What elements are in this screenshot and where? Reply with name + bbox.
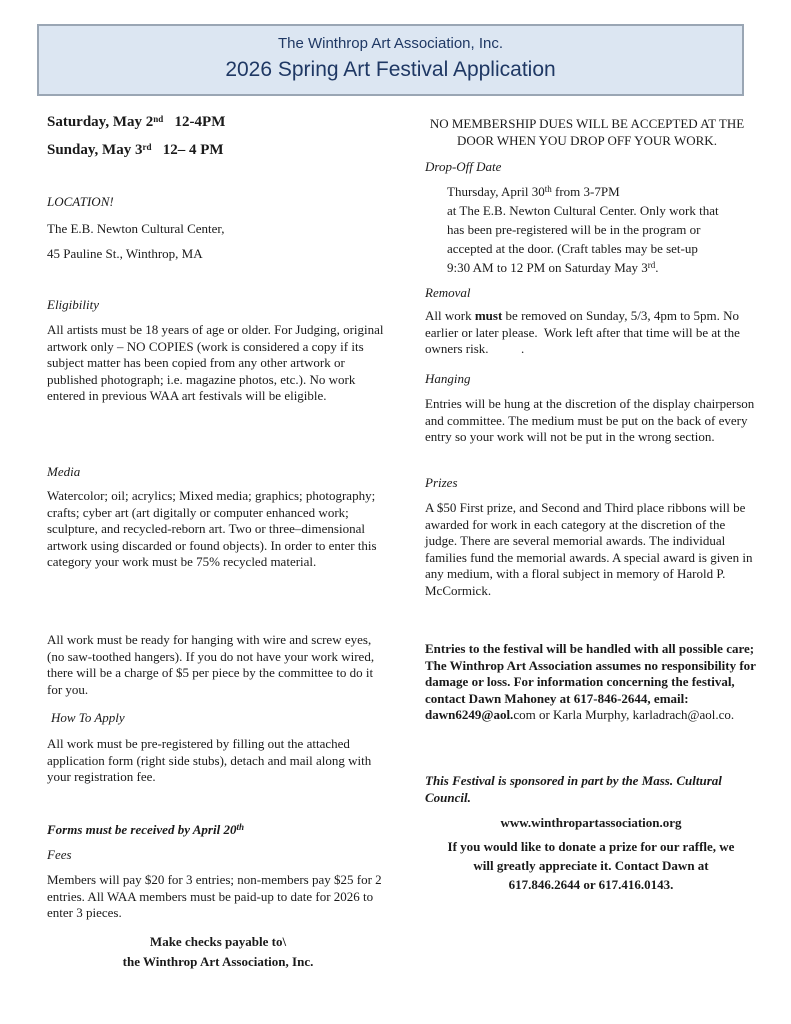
dropoff-heading: Drop-Off Date [425,159,502,174]
sponsor-notice: This Festival is sponsored in part by the Mass. Cultural Council. [425,773,722,805]
dropoff-line-4: accepted at the door. (Craft tables may be set-up [447,241,698,256]
dropoff-time: from 3-7PM [551,184,620,199]
saturday-label: Saturday, May 2 [47,114,154,130]
raffle-line-2: will greatly appreciate it. Contact Dawn at [473,858,709,873]
checks-line-1: Make checks payable to\ [149,934,287,949]
hanging-text: Entries will be hung at the discretion of the display chairperson and committee. The medium must be put on the back of every entry so your work will not be put in the wrong section. [425,396,755,445]
hanging-heading: Hanging [425,371,471,386]
sunday-date [47,142,224,159]
forms-deadline [47,822,244,839]
prizes-text: A $50 First prize, and Second and Third place ribbons will be awarded for work in each category at the discretion of the judge. There are several memorial awards. The individual families fund the memorial awards. A special award is given in any medium, with a floral subject in memory of Harold P. McCormick. [425,500,753,598]
removal-text [425,308,757,358]
fees-heading: Fees [47,847,72,862]
sunday-sup: rd [142,142,152,152]
header-banner [37,24,744,96]
dropoff-line-2: at The E.B. Newton Cultural Center. Only work that [447,203,719,218]
location-line-1: The E.B. Newton Cultural Center, [47,221,225,236]
forms-deadline-text: Forms must be received by April 20 [47,822,237,837]
sunday-time: 12– 4 PM [151,142,224,158]
removal-text-end: be removed on Sunday, 5/3, 4pm to 5pm. No earlier or later please. Work left after that time will be at the owners risk. . [425,308,744,357]
how-to-apply-heading: How To Apply [51,710,125,725]
dropoff-line-1 [447,184,620,201]
craft-setup-time: 9:30 AM to 12 PM on Saturday May 3 [447,260,648,275]
checks-line-2: the Winthrop Art Association, Inc. [122,954,314,969]
saturday-date [47,114,225,131]
prizes-heading: Prizes [425,475,458,490]
entries-notice-bold: Entries to the festival will be handled with all possible care; The Winthrop Art Association assumes no responsibility for damage or loss. For information concerning the festival, contact Dawn Mahoney at 617-846-2644, email: dawn6249@aol. [425,641,756,723]
location-line-2: 45 Pauline St., Winthrop, MA [47,246,203,261]
eligibility-heading: Eligibility [47,297,99,312]
forms-deadline-sup: th [236,822,244,832]
website-link[interactable]: www.winthropartassociation.org [500,815,682,830]
organization-name: The Winthrop Art Association, Inc. [277,35,504,52]
page-title: 2026 Spring Art Festival Application [225,58,556,81]
dropoff-date-sup: th [544,184,552,194]
raffle-line-1: If you would like to donate a prize for our raffle, we [447,839,735,854]
no-dues-notice: NO MEMBERSHIP DUES WILL BE ACCEPTED AT THE DOOR WHEN YOU DROP OFF YOUR WORK. [429,116,745,148]
dropoff-date: Thursday, April 30 [447,184,545,199]
fees-text: Members will pay $20 for 3 entries; non-members pay $25 for 2 entries. All WAA members must be paid-up to date for 2026 to enter 3 pieces. [47,872,382,921]
dropoff-line-3: has been pre-registered will be in the program or [447,222,701,237]
entries-notice-contact: com or Karla Murphy, karladrach@aol.co. [513,707,735,723]
removal-must: must [474,308,503,323]
removal-heading: Removal [425,285,471,300]
removal-text-start: All work [425,308,475,323]
media-text: Watercolor; oil; acrylics; Mixed media; graphics; photography; crafts; cyber art (art digitally or computer enhanced work; sculpture, and recycled-reborn art. Two or three–dimensional artwork using discarded or found objects). In order to enter this category your work must be 75% recycled material. [47,488,377,570]
sunday-label: Sunday, May 3 [47,142,143,158]
entries-notice [425,641,757,724]
how-to-apply-text: All work must be pre-registered by filling out the attached application form (right side stubs), detach and mail along with your registration fee. [47,736,372,785]
media-heading: Media [47,464,81,479]
craft-setup-end: . [655,260,659,275]
saturday-time: 12-4PM [163,114,226,130]
craft-setup-sup: rd [647,260,656,270]
wire-hanging-text: All work must be ready for hanging with wire and screw eyes, (no saw-toothed hangers). If you do not have your work wired, there will be a charge of $5 per piece by the committee to do it for you. [47,632,375,697]
eligibility-text: All artists must be 18 years of age or older. For Judging, original artwork only – NO COPIES (work is considered a copy if its subject matter has been copied from any other artwork or published photograph; i.e. magazine photos, etc.). No work entered in previous WAA art festivals will be eligible. [47,322,384,404]
raffle-line-3: 617.846.2644 or 617.416.0143. [508,877,674,892]
dropoff-line-5 [447,260,659,277]
saturday-sup: nd [153,114,164,124]
location-heading: LOCATION! [47,194,114,209]
